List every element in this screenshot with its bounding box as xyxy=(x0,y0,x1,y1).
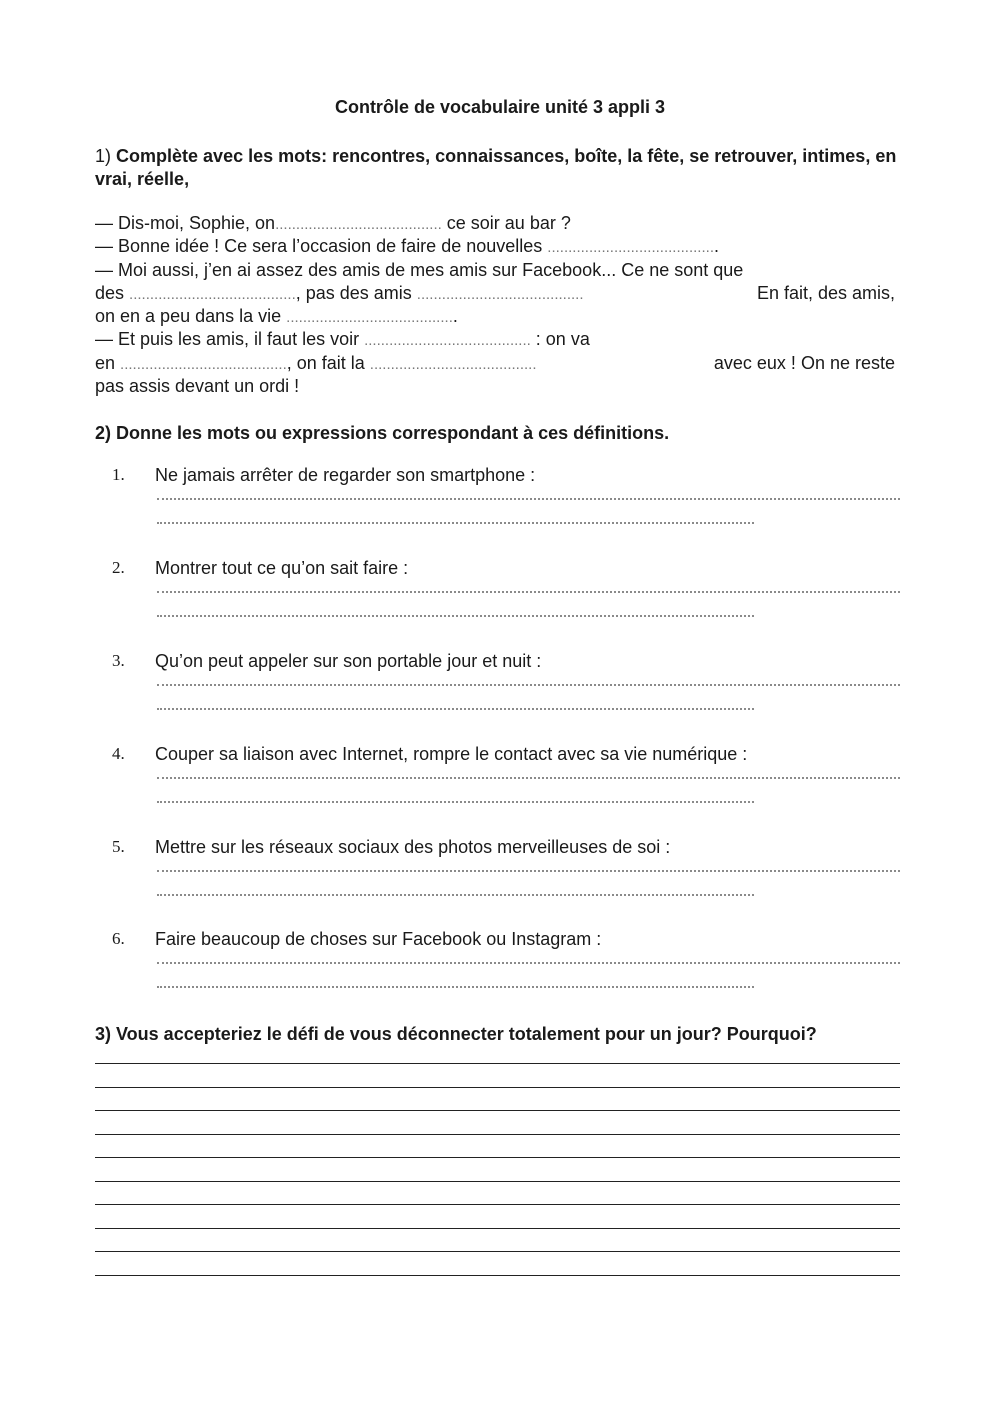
item-number: 4. xyxy=(112,744,125,763)
dialogue-line-5: on en a peu dans la vie ......................................... xyxy=(95,306,458,327)
answer-line[interactable] xyxy=(157,591,900,593)
dialogue-line-4: des ........................................, pas des amis ........................................ En fait, des amis, xyxy=(95,282,895,303)
blank-3[interactable]: ........................................ xyxy=(129,285,296,303)
answer-line[interactable] xyxy=(157,986,754,988)
blank-4[interactable]: ........................................ xyxy=(416,285,584,303)
section1-dialogue xyxy=(95,212,915,398)
dialogue-line-6: — Et puis les amis, il faut les voir ........................................ : on va xyxy=(95,329,590,350)
dialogue-line-8: pas assis devant un ordi ! xyxy=(95,376,300,397)
answer-line[interactable] xyxy=(157,615,754,617)
item-prompt: Qu’on peut appeler sur son portable jour et nuit : xyxy=(155,651,542,671)
dialogue-line-2: — Bonne idée ! Ce sera l’occasion de faire de nouvelles ......................................... xyxy=(95,236,719,257)
item-prompt: Ne jamais arrêter de regarder son smartphone : xyxy=(155,465,536,485)
page-title: Contrôle de vocabulaire unité 3 appli 3 xyxy=(334,97,666,117)
answer-line[interactable] xyxy=(157,777,900,779)
writing-line[interactable] xyxy=(95,1251,900,1252)
section1-word-bank: Complète avec les mots: rencontres, connaissances, boîte, la fête, se retrouver, intimes, en vrai, réelle, xyxy=(95,146,897,189)
answer-line[interactable] xyxy=(157,498,900,500)
section1-instruction xyxy=(95,145,915,191)
answer-line[interactable] xyxy=(157,708,754,710)
writing-line[interactable] xyxy=(95,1134,900,1135)
blank-5[interactable]: ........................................ xyxy=(286,309,453,327)
answer-line[interactable] xyxy=(157,962,900,964)
item-number: 1. xyxy=(112,465,125,484)
answer-line[interactable] xyxy=(157,801,754,803)
writing-line[interactable] xyxy=(95,1110,900,1111)
writing-line[interactable] xyxy=(95,1063,900,1064)
writing-line[interactable] xyxy=(95,1087,900,1088)
dialogue-line-3: — Moi aussi, j’en ai assez des amis de mes amis sur Facebook... Ce ne sont que xyxy=(95,259,744,280)
item-number: 3. xyxy=(112,651,125,670)
writing-line[interactable] xyxy=(95,1204,900,1205)
section3-heading: 3) Vous accepteriez le défi de vous déconnecter totalement pour un jour? Pourquoi? xyxy=(95,1024,817,1044)
writing-line[interactable] xyxy=(95,1157,900,1158)
blank-6[interactable]: ........................................ xyxy=(364,332,531,350)
blank-8[interactable]: ........................................ xyxy=(369,355,537,373)
item-number: 6. xyxy=(112,929,125,948)
answer-line[interactable] xyxy=(157,870,900,872)
section1-number: 1) xyxy=(95,146,112,166)
blank-7[interactable]: ........................................ xyxy=(120,355,287,373)
writing-line[interactable] xyxy=(95,1228,900,1229)
writing-line[interactable] xyxy=(95,1275,900,1276)
item-number: 2. xyxy=(112,558,125,577)
answer-line[interactable] xyxy=(157,684,900,686)
dialogue-line-1: — Dis-moi, Sophie, on........................................ ce soir au bar ? xyxy=(95,213,571,233)
writing-line[interactable] xyxy=(95,1181,900,1182)
answer-line[interactable] xyxy=(157,522,754,524)
item-prompt: Mettre sur les réseaux sociaux des photos merveilleuses de soi : xyxy=(155,837,671,857)
item-prompt: Faire beaucoup de choses sur Facebook ou Instagram : xyxy=(155,929,602,949)
blank-2[interactable]: ........................................ xyxy=(547,239,714,257)
section2-heading: 2) Donne les mots ou expressions correspondant à ces définitions. xyxy=(95,423,670,443)
item-prompt: Couper sa liaison avec Internet, rompre le contact avec sa vie numérique : xyxy=(155,744,748,764)
item-prompt: Montrer tout ce qu’on sait faire : xyxy=(155,558,409,578)
answer-line[interactable] xyxy=(157,894,754,896)
blank-1[interactable]: ........................................ xyxy=(275,216,442,233)
item-number: 5. xyxy=(112,837,125,856)
dialogue-line-7: en ........................................, on fait la ........................................ avec eux ! On ne reste xyxy=(95,352,895,373)
